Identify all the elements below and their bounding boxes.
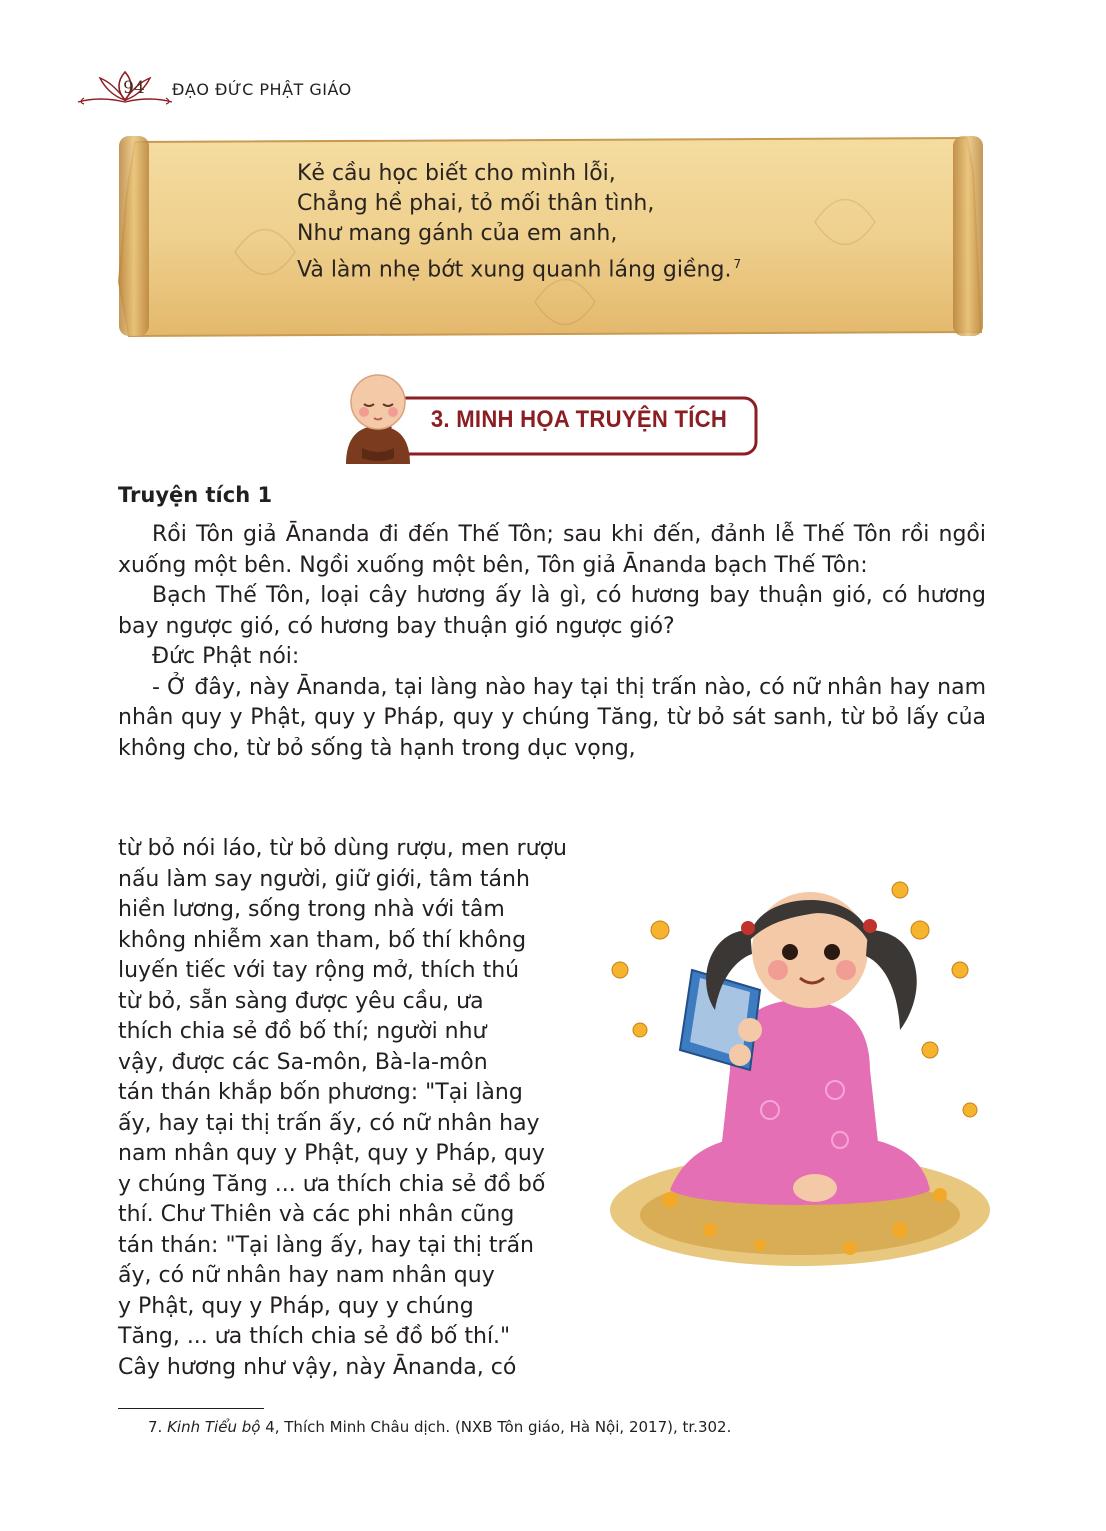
poem-line: Chẳng hề phai, tỏ mối thân tình,	[297, 191, 655, 216]
text-line: y chúng Tăng ... ưa thích chia sẻ đồ bố	[118, 1171, 546, 1197]
paragraph: Rồi Tôn giả Ānanda đi đến Thế Tôn; sau khi đến, đảnh lễ Thế Tôn rồi ngồi xuống một bên. Ngồi xuống một bên, Tôn giả Ānanda bạch Thế Tôn:	[118, 522, 986, 578]
poem-text	[297, 159, 741, 285]
text-line: Tăng, ... ưa thích chia sẻ đồ bố thí."	[118, 1324, 511, 1349]
poem-line-text: Và làm nhẹ bớt xung quanh láng giềng.	[297, 257, 732, 283]
footnote-reference[interactable]: 7	[733, 257, 742, 271]
text-line: thí. Chư Thiên và các phi nhân cũng	[118, 1202, 515, 1227]
section-title: 3. MINH HỌA TRUYỆN TÍCH	[430, 406, 728, 433]
text-line: không nhiễm xan tham, bố thí không	[118, 927, 527, 953]
paragraph: Đức Phật nói:	[152, 644, 300, 669]
text-line: Cây hương như vậy, này Ānanda, có	[118, 1354, 517, 1380]
poem-line	[297, 249, 741, 285]
footnote-citation: 4, Thích Minh Châu dịch. (NXB Tôn giáo, Hà Nội, 2017), tr.302.	[260, 1418, 732, 1436]
text-line: tán thán khắp bốn phương: "Tại làng	[118, 1080, 523, 1105]
girl-reading-illustration	[600, 870, 1000, 1270]
footnote-divider	[118, 1408, 264, 1409]
text-line: ấy, hay tại thị trấn ấy, có nữ nhân hay	[118, 1110, 540, 1136]
poem-scroll	[115, 132, 987, 340]
text-line: luyến tiếc với tay rộng mở, thích thú	[118, 958, 520, 983]
poem-line: Kẻ cầu học biết cho mình lỗi,	[297, 161, 616, 186]
footnote-book-title: Kinh Tiểu bộ	[167, 1418, 261, 1436]
section-badge	[336, 368, 764, 472]
running-title: ĐẠO ĐỨC PHẬT GIÁO	[172, 80, 352, 99]
paragraph: - Ở đây, này Ānanda, tại làng nào hay tại thị trấn nào, có nữ nhân hay nam nhân quy y Phật, quy y Pháp, quy y chúng Tăng, từ bỏ sát sanh, từ bỏ lấy của không cho, từ bỏ sống tà hạnh trong dục vọng,	[118, 674, 986, 761]
story-body	[118, 520, 986, 764]
page-header	[70, 68, 390, 112]
text-line: thích chia sẻ đồ bố thí; người như	[118, 1019, 487, 1044]
footnote	[148, 1418, 731, 1436]
text-line: ấy, có nữ nhân hay nam nhân quy	[118, 1263, 495, 1288]
text-line: nấu làm say người, giữ giới, tâm tánh	[118, 866, 530, 892]
text-line: vậy, được các Sa-môn, Bà-la-môn	[118, 1049, 488, 1075]
page-number: 94	[123, 78, 145, 98]
story-heading: Truyện tích 1	[118, 483, 273, 507]
text-line: tán thán: "Tại làng ấy, hay tại thị trấn	[118, 1232, 534, 1258]
text-line: y Phật, quy y Pháp, quy y chúng	[118, 1293, 474, 1319]
text-line: nam nhân quy y Phật, quy y Pháp, quy	[118, 1141, 545, 1166]
paragraph: Bạch Thế Tôn, loại cây hương ấy là gì, có hương bay thuận gió, có hương bay ngược gió, có hương bay thuận gió ngược gió?	[118, 583, 986, 639]
text-line: từ bỏ, sẵn sàng được yêu cầu, ưa	[118, 988, 484, 1014]
text-line: hiền lương, sống trong nhà với tâm	[118, 897, 505, 922]
text-line: từ bỏ nói láo, từ bỏ dùng rượu, men rượu	[118, 836, 567, 861]
footnote-number: 7.	[148, 1418, 168, 1436]
poem-line: Như mang gánh của em anh,	[297, 221, 618, 246]
wrapped-text	[118, 834, 626, 1383]
